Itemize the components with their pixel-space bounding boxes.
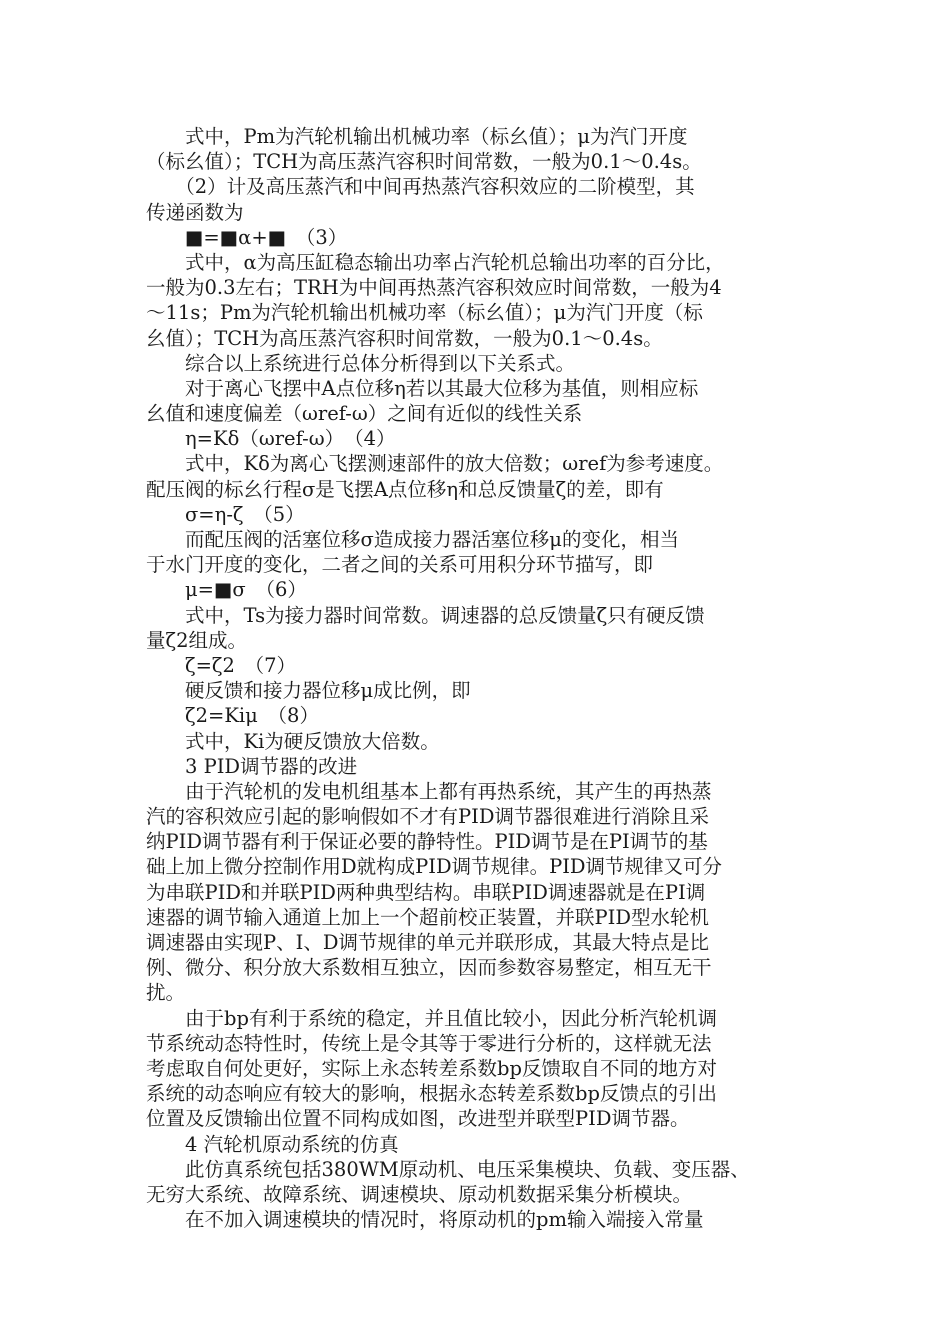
formula-line: ζ=ζ2 （7） (146, 653, 297, 677)
text-line: 幺值）；TCH为高压蒸汽容积时间常数，一般为0.1～0.4s。 (146, 326, 663, 350)
text-line: 扰。 (146, 981, 186, 1005)
text-line: 硬反馈和接力器位移μ成比例，即 (146, 679, 471, 703)
text-line: 幺值和速度偏差（ωref-ω）之间有近似的线性关系 (146, 402, 583, 426)
text-line: 式中，Ki为硬反馈放大倍数。 (146, 729, 440, 753)
text-line: 例、微分、积分放大系数相互独立，因而参数容易整定，相互无干 (146, 956, 712, 980)
text-line: 由于汽轮机的发电机组基本上都有再热系统，其产生的再热蒸 (146, 779, 712, 803)
text-line: 调速器由实现P、I、D调节规律的单元并联形成，其最大特点是比 (146, 931, 709, 954)
document-body (146, 124, 822, 1232)
text-line: 量ζ2组成。 (146, 628, 247, 652)
text-line: 位置及反馈输出位置不同构成如图，改进型并联型PID调节器。 (146, 1107, 690, 1131)
text-line: 为串联PID和并联PID两种典型结构。串联PID调速器就是在PI调 (146, 880, 706, 904)
text-line: 传递函数为 (146, 200, 244, 224)
formula-line: ■=■α+■ （3） (146, 225, 348, 249)
text-line: 纳PID调节器有利于保证必要的静特性。PID调节是在PI调节的基 (146, 830, 708, 854)
text-line: （2）计及高压蒸汽和中间再热蒸汽容积效应的二阶模型，其 (146, 175, 695, 199)
formula-line: μ=■σ （6） (146, 578, 307, 602)
section-heading: 3 PID调节器的改进 (146, 754, 358, 778)
text-line: 由于bp有利于系统的稳定，并且值比较小，因此分析汽轮机调 (146, 1006, 717, 1030)
text-line: 综合以上系统进行总体分析得到以下关系式。 (146, 351, 576, 375)
text-line: 无穷大系统、故障系统、调速模块、原动机数据采集分析模块。 (146, 1182, 693, 1206)
text-line: 式中，Kδ为离心飞摆测速部件的放大倍数；ωref为参考速度。 (146, 452, 724, 476)
text-line: 一般为0.3左右；TRH为中间再热蒸汽容积效应时间常数，一般为4 (146, 276, 722, 300)
text-line: 式中，Ts为接力器时间常数。调速器的总反馈量ζ只有硬反馈 (146, 603, 705, 627)
text-line: 于水门开度的变化，二者之间的关系可用积分环节描写，即 (146, 553, 654, 577)
text-line: 汽的容积效应引起的影响假如不才有PID调节器很难进行消除且采 (146, 805, 709, 829)
text-line: 式中，α为高压缸稳态输出功率占汽轮机总输出功率的百分比， (146, 250, 725, 274)
text-line: 础上加上微分控制作用D就构成PID调节规律。PID调节规律又可分 (146, 855, 723, 879)
section-heading: 4 汽轮机原动系统的仿真 (146, 1132, 399, 1156)
text-line: 速器的调节输入通道上加上一个超前校正装置，并联PID型水轮机 (146, 905, 709, 929)
text-line: 节系统动态特性时，传统上是令其等于零进行分析的，这样就无法 (146, 1031, 712, 1055)
text-line: 而配压阀的活塞位移σ造成接力器活塞位移μ的变化，相当 (146, 528, 679, 551)
text-line: 对于离心飞摆中A点位移η若以其最大位移为基值，则相应标 (146, 376, 699, 400)
text-line: （标幺值）；TCH为高压蒸汽容积时间常数，一般为0.1～0.4s。 (146, 150, 702, 174)
text-line: 考虑取自何处更好，实际上永态转差系数bp反馈取自不同的地方对 (146, 1056, 717, 1080)
formula-line: η=Kδ（ωref-ω） （4） (146, 427, 396, 451)
formula-line: σ=η-ζ （5） (146, 502, 305, 526)
text-line: 此仿真系统包括380WM原动机、电压采集模块、负载、变压器、 (146, 1157, 750, 1181)
text-line: 系统的动态响应有较大的影响，根据永态转差系数bp反馈点的引出 (146, 1082, 717, 1106)
text-line: ～11s；Pm为汽轮机输出机械功率（标幺值）；μ为汽门开度（标 (146, 301, 703, 325)
text-line: 式中，Pm为汽轮机输出机械功率（标幺值）；μ为汽门开度 (146, 125, 688, 148)
text-line: 配压阀的标幺行程σ是飞摆A点位移η和总反馈量ζ的差，即有 (146, 477, 664, 501)
text-line: 在不加入调速模块的情况时，将原动机的pm输入端接入常量 (146, 1208, 704, 1232)
formula-line: ζ2=Kiμ （8） (146, 704, 319, 728)
